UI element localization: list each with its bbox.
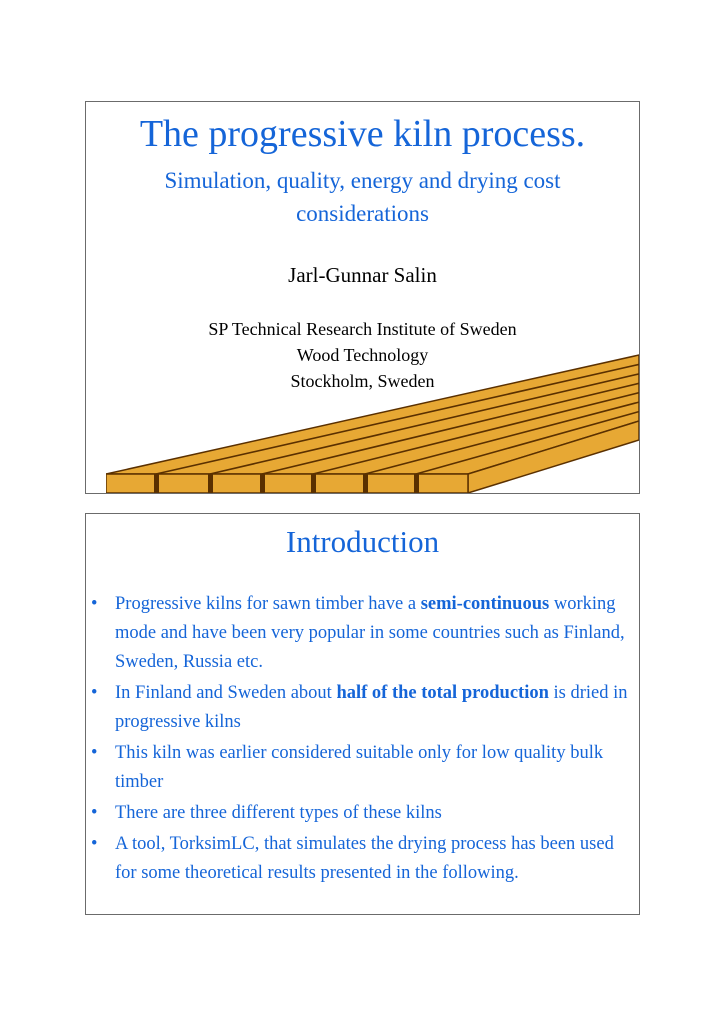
bullet-item <box>86 679 633 737</box>
bullet-text: A tool, TorksimLC, that simulates the drying process has been used for some theoretical results presented in the following. <box>115 834 614 883</box>
timber-front-face <box>106 474 468 493</box>
affiliation-line-3: Stockholm, Sweden <box>290 371 435 391</box>
bullet-text: is dried in progressive kilns <box>115 683 628 732</box>
author-name: Jarl-Gunnar Salin <box>288 263 437 287</box>
bullet-icon: • <box>91 594 98 614</box>
affiliation-line-2: Wood Technology <box>296 345 429 365</box>
bullet-icon: • <box>91 834 98 854</box>
subtitle-line-2: considerations <box>296 201 429 226</box>
bullet-text: There are three different types of these kilns <box>115 803 442 823</box>
bullet-item <box>86 590 633 677</box>
title-slide <box>85 101 640 494</box>
bullet-icon: • <box>91 683 98 703</box>
introduction-slide <box>85 513 640 915</box>
affiliation-line-1: SP Technical Research Institute of Sweden <box>208 319 517 339</box>
bullet-item <box>86 799 633 828</box>
subtitle-line-1: Simulation, quality, energy and drying cost <box>164 168 561 193</box>
bullet-text: In Finland and Sweden about <box>115 683 337 703</box>
timber-stack-illustration <box>106 352 639 493</box>
bullet-emphasis: half of the total production <box>336 683 549 703</box>
bullet-list <box>86 590 633 890</box>
bullet-text: This kiln was earlier considered suitable only for low quality bulk timber <box>115 743 604 792</box>
bullet-text: working mode and have been very popular in some countries such as Finland, Sweden, Russia etc. <box>115 594 625 672</box>
slide-subtitle <box>86 164 639 230</box>
slide-title: Introduction <box>285 524 440 559</box>
bullet-text: Progressive kilns for sawn timber have a <box>115 594 421 614</box>
slide-title: The progressive kiln process. <box>139 113 586 155</box>
bullet-icon: • <box>91 743 98 763</box>
bullet-emphasis: semi-continuous <box>420 594 550 614</box>
bullet-item <box>86 739 633 797</box>
bullet-item <box>86 830 633 888</box>
bullet-icon: • <box>91 803 98 823</box>
